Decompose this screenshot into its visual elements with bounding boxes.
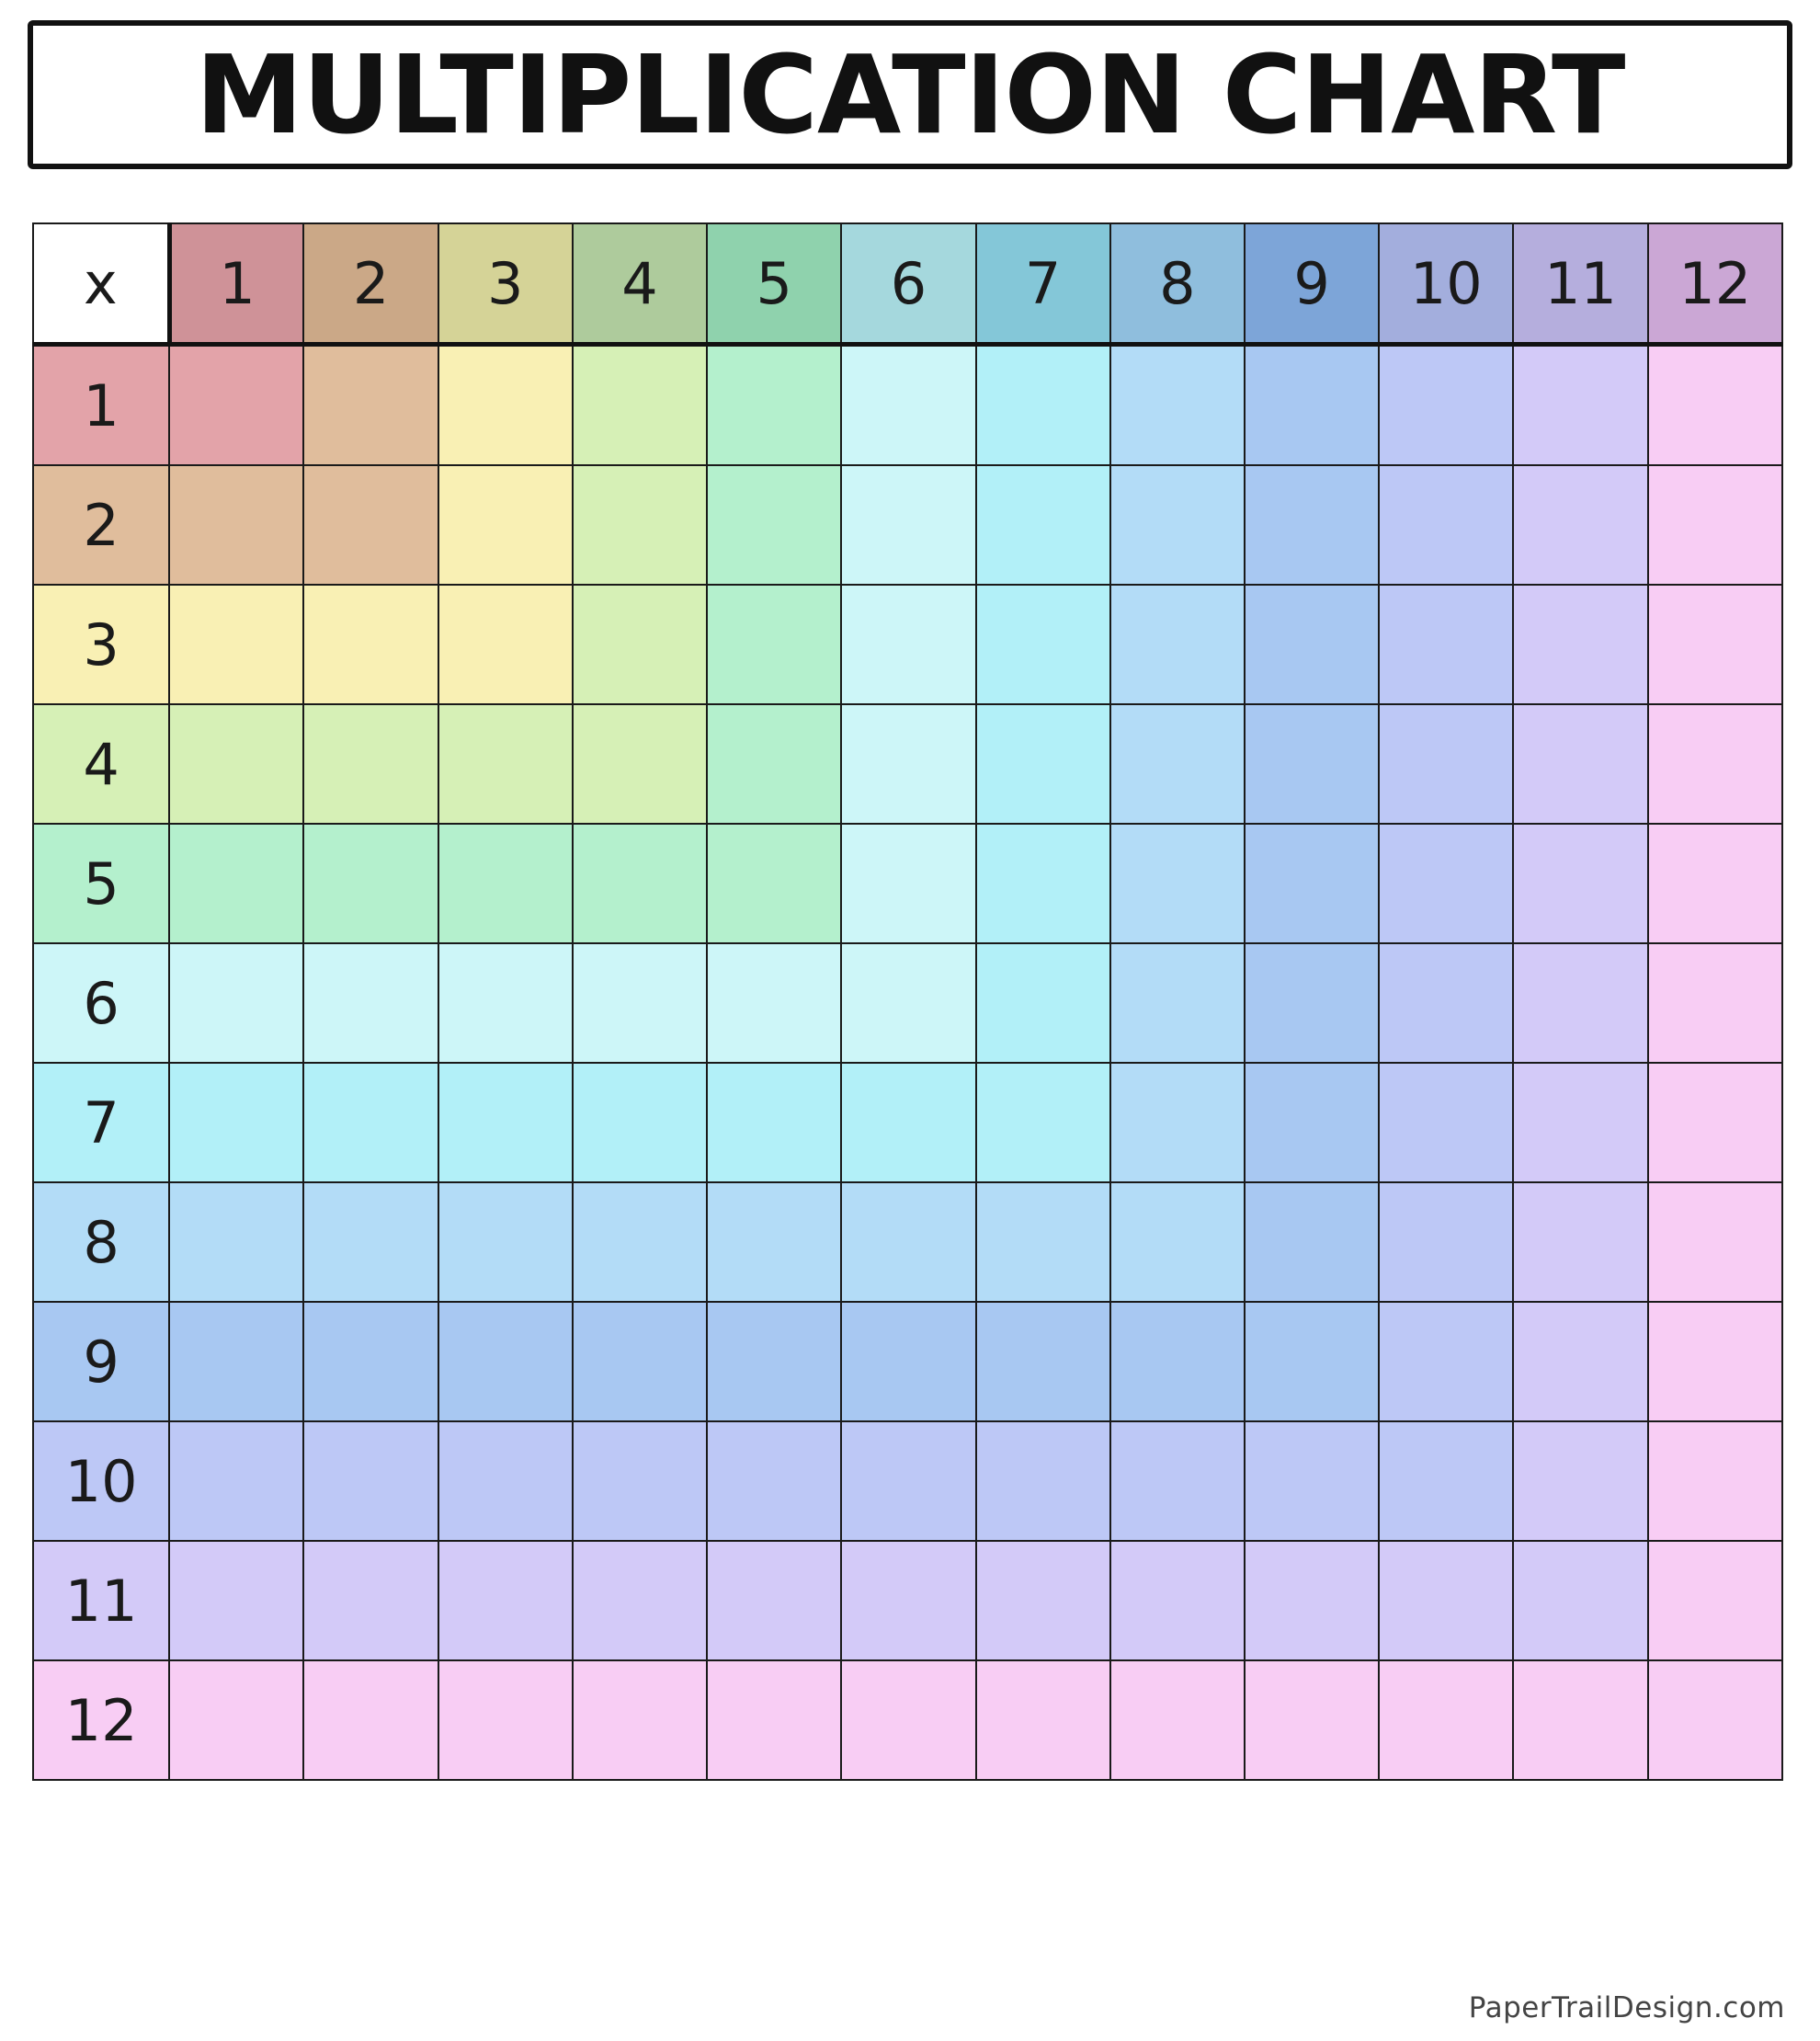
cell-6x10[interactable]: [1379, 943, 1513, 1063]
cell-10x7[interactable]: [976, 1421, 1110, 1541]
cell-4x5[interactable]: [707, 704, 841, 824]
cell-3x9[interactable]: [1245, 585, 1379, 704]
cell-2x1[interactable]: [169, 465, 303, 585]
table-row: [33, 1182, 1782, 1302]
row-header-12: 12: [33, 1660, 169, 1780]
cell-1x10[interactable]: [1379, 345, 1513, 466]
cell-7x2[interactable]: [303, 1063, 438, 1182]
column-header-1: 1: [169, 223, 303, 345]
table-row: [33, 345, 1782, 466]
column-header-2: 2: [303, 223, 438, 345]
cell-10x4[interactable]: [573, 1421, 707, 1541]
cell-9x6[interactable]: [841, 1302, 975, 1421]
cell-3x1[interactable]: [169, 585, 303, 704]
cell-8x2[interactable]: [303, 1182, 438, 1302]
cell-4x7[interactable]: [976, 704, 1110, 824]
cell-11x12[interactable]: [1648, 1541, 1782, 1660]
cell-2x2[interactable]: [303, 465, 438, 585]
cell-11x7[interactable]: [976, 1541, 1110, 1660]
cell-6x5[interactable]: [707, 943, 841, 1063]
table-row: [33, 1660, 1782, 1780]
row-header-10: 10: [33, 1421, 169, 1541]
cell-6x11[interactable]: [1513, 943, 1647, 1063]
row-header-11: 11: [33, 1541, 169, 1660]
page-title: MULTIPLICATION CHART: [195, 31, 1625, 158]
column-header-4: 4: [573, 223, 707, 345]
cell-7x4[interactable]: [573, 1063, 707, 1182]
row-header-6: 6: [33, 943, 169, 1063]
cell-10x6[interactable]: [841, 1421, 975, 1541]
cell-12x2[interactable]: [303, 1660, 438, 1780]
table-row: [33, 704, 1782, 824]
cell-11x2[interactable]: [303, 1541, 438, 1660]
row-header-9: 9: [33, 1302, 169, 1421]
cell-7x6[interactable]: [841, 1063, 975, 1182]
cell-11x1[interactable]: [169, 1541, 303, 1660]
table-body: [33, 223, 1782, 1780]
cell-5x4[interactable]: [573, 824, 707, 943]
cell-8x6[interactable]: [841, 1182, 975, 1302]
cell-10x5[interactable]: [707, 1421, 841, 1541]
table-row: [33, 465, 1782, 585]
cell-12x6[interactable]: [841, 1660, 975, 1780]
row-header-2: 2: [33, 465, 169, 585]
cell-11x8[interactable]: [1110, 1541, 1245, 1660]
cell-3x10[interactable]: [1379, 585, 1513, 704]
cell-2x3[interactable]: [438, 465, 573, 585]
cell-1x11[interactable]: [1513, 345, 1647, 466]
cell-3x6[interactable]: [841, 585, 975, 704]
cell-12x10[interactable]: [1379, 1660, 1513, 1780]
cell-9x9[interactable]: [1245, 1302, 1379, 1421]
cell-7x1[interactable]: [169, 1063, 303, 1182]
cell-2x12[interactable]: [1648, 465, 1782, 585]
header-corner-cell: x: [33, 223, 169, 345]
cell-1x7[interactable]: [976, 345, 1110, 466]
cell-1x6[interactable]: [841, 345, 975, 466]
cell-8x12[interactable]: [1648, 1182, 1782, 1302]
cell-4x1[interactable]: [169, 704, 303, 824]
row-header-4: 4: [33, 704, 169, 824]
cell-5x9[interactable]: [1245, 824, 1379, 943]
cell-12x8[interactable]: [1110, 1660, 1245, 1780]
cell-6x7[interactable]: [976, 943, 1110, 1063]
cell-4x8[interactable]: [1110, 704, 1245, 824]
column-header-3: 3: [438, 223, 573, 345]
cell-10x2[interactable]: [303, 1421, 438, 1541]
cell-5x3[interactable]: [438, 824, 573, 943]
cell-6x3[interactable]: [438, 943, 573, 1063]
cell-6x1[interactable]: [169, 943, 303, 1063]
cell-2x9[interactable]: [1245, 465, 1379, 585]
cell-12x4[interactable]: [573, 1660, 707, 1780]
cell-4x4[interactable]: [573, 704, 707, 824]
multiplication-table: [32, 222, 1783, 1781]
cell-7x9[interactable]: [1245, 1063, 1379, 1182]
cell-11x5[interactable]: [707, 1541, 841, 1660]
cell-5x6[interactable]: [841, 824, 975, 943]
cell-9x12[interactable]: [1648, 1302, 1782, 1421]
cell-8x7[interactable]: [976, 1182, 1110, 1302]
table-row: [33, 1541, 1782, 1660]
cell-10x8[interactable]: [1110, 1421, 1245, 1541]
cell-10x12[interactable]: [1648, 1421, 1782, 1541]
cell-3x3[interactable]: [438, 585, 573, 704]
row-header-7: 7: [33, 1063, 169, 1182]
table-row: [33, 1421, 1782, 1541]
cell-4x3[interactable]: [438, 704, 573, 824]
cell-4x11[interactable]: [1513, 704, 1647, 824]
cell-5x5[interactable]: [707, 824, 841, 943]
column-header-5: 5: [707, 223, 841, 345]
cell-1x1[interactable]: [169, 345, 303, 466]
cell-8x4[interactable]: [573, 1182, 707, 1302]
column-header-12: 12: [1648, 223, 1782, 345]
cell-7x11[interactable]: [1513, 1063, 1647, 1182]
cell-1x8[interactable]: [1110, 345, 1245, 466]
row-header-5: 5: [33, 824, 169, 943]
cell-2x10[interactable]: [1379, 465, 1513, 585]
cell-11x3[interactable]: [438, 1541, 573, 1660]
cell-2x6[interactable]: [841, 465, 975, 585]
cell-6x2[interactable]: [303, 943, 438, 1063]
cell-8x10[interactable]: [1379, 1182, 1513, 1302]
cell-4x9[interactable]: [1245, 704, 1379, 824]
cell-11x4[interactable]: [573, 1541, 707, 1660]
cell-3x5[interactable]: [707, 585, 841, 704]
cell-6x9[interactable]: [1245, 943, 1379, 1063]
page-title-box: [28, 20, 1792, 169]
cell-9x11[interactable]: [1513, 1302, 1647, 1421]
cell-3x12[interactable]: [1648, 585, 1782, 704]
row-header-3: 3: [33, 585, 169, 704]
column-header-10: 10: [1379, 223, 1513, 345]
cell-8x5[interactable]: [707, 1182, 841, 1302]
cell-5x2[interactable]: [303, 824, 438, 943]
table-row: [33, 1063, 1782, 1182]
cell-1x2[interactable]: [303, 345, 438, 466]
column-header-9: 9: [1245, 223, 1379, 345]
column-header-8: 8: [1110, 223, 1245, 345]
table-row: [33, 824, 1782, 943]
cell-3x4[interactable]: [573, 585, 707, 704]
cell-8x11[interactable]: [1513, 1182, 1647, 1302]
cell-2x11[interactable]: [1513, 465, 1647, 585]
cell-7x3[interactable]: [438, 1063, 573, 1182]
cell-12x7[interactable]: [976, 1660, 1110, 1780]
cell-9x3[interactable]: [438, 1302, 573, 1421]
cell-1x9[interactable]: [1245, 345, 1379, 466]
cell-12x5[interactable]: [707, 1660, 841, 1780]
cell-1x3[interactable]: [438, 345, 573, 466]
cell-7x10[interactable]: [1379, 1063, 1513, 1182]
column-header-11: 11: [1513, 223, 1647, 345]
cell-10x3[interactable]: [438, 1421, 573, 1541]
site-credit: PaperTrailDesign.com: [1468, 1991, 1785, 2024]
cell-3x8[interactable]: [1110, 585, 1245, 704]
cell-9x5[interactable]: [707, 1302, 841, 1421]
cell-1x12[interactable]: [1648, 345, 1782, 466]
chart-container: [28, 222, 1792, 1781]
cell-12x12[interactable]: [1648, 1660, 1782, 1780]
cell-11x11[interactable]: [1513, 1541, 1647, 1660]
table-row: [33, 943, 1782, 1063]
cell-4x12[interactable]: [1648, 704, 1782, 824]
cell-10x9[interactable]: [1245, 1421, 1379, 1541]
cell-7x7[interactable]: [976, 1063, 1110, 1182]
cell-12x9[interactable]: [1245, 1660, 1379, 1780]
table-header-row: [33, 223, 1782, 345]
cell-9x7[interactable]: [976, 1302, 1110, 1421]
cell-9x8[interactable]: [1110, 1302, 1245, 1421]
cell-5x8[interactable]: [1110, 824, 1245, 943]
cell-4x6[interactable]: [841, 704, 975, 824]
cell-6x8[interactable]: [1110, 943, 1245, 1063]
cell-5x7[interactable]: [976, 824, 1110, 943]
cell-11x10[interactable]: [1379, 1541, 1513, 1660]
cell-12x3[interactable]: [438, 1660, 573, 1780]
cell-10x1[interactable]: [169, 1421, 303, 1541]
cell-2x4[interactable]: [573, 465, 707, 585]
cell-1x4[interactable]: [573, 345, 707, 466]
cell-8x1[interactable]: [169, 1182, 303, 1302]
cell-5x1[interactable]: [169, 824, 303, 943]
cell-8x9[interactable]: [1245, 1182, 1379, 1302]
cell-7x5[interactable]: [707, 1063, 841, 1182]
cell-6x6[interactable]: [841, 943, 975, 1063]
column-header-6: 6: [841, 223, 975, 345]
cell-10x11[interactable]: [1513, 1421, 1647, 1541]
cell-6x12[interactable]: [1648, 943, 1782, 1063]
cell-5x11[interactable]: [1513, 824, 1647, 943]
cell-10x10[interactable]: [1379, 1421, 1513, 1541]
cell-4x2[interactable]: [303, 704, 438, 824]
cell-2x8[interactable]: [1110, 465, 1245, 585]
table-row: [33, 585, 1782, 704]
cell-6x4[interactable]: [573, 943, 707, 1063]
cell-5x12[interactable]: [1648, 824, 1782, 943]
cell-9x1[interactable]: [169, 1302, 303, 1421]
cell-3x11[interactable]: [1513, 585, 1647, 704]
cell-12x11[interactable]: [1513, 1660, 1647, 1780]
cell-7x8[interactable]: [1110, 1063, 1245, 1182]
cell-11x6[interactable]: [841, 1541, 975, 1660]
cell-12x1[interactable]: [169, 1660, 303, 1780]
cell-1x5[interactable]: [707, 345, 841, 466]
cell-2x7[interactable]: [976, 465, 1110, 585]
cell-3x2[interactable]: [303, 585, 438, 704]
cell-5x10[interactable]: [1379, 824, 1513, 943]
cell-8x3[interactable]: [438, 1182, 573, 1302]
cell-9x2[interactable]: [303, 1302, 438, 1421]
cell-9x10[interactable]: [1379, 1302, 1513, 1421]
cell-4x10[interactable]: [1379, 704, 1513, 824]
table-row: [33, 1302, 1782, 1421]
cell-11x9[interactable]: [1245, 1541, 1379, 1660]
row-header-8: 8: [33, 1182, 169, 1302]
cell-7x12[interactable]: [1648, 1063, 1782, 1182]
cell-8x8[interactable]: [1110, 1182, 1245, 1302]
cell-2x5[interactable]: [707, 465, 841, 585]
row-header-1: 1: [33, 345, 169, 466]
column-header-7: 7: [976, 223, 1110, 345]
cell-3x7[interactable]: [976, 585, 1110, 704]
cell-9x4[interactable]: [573, 1302, 707, 1421]
